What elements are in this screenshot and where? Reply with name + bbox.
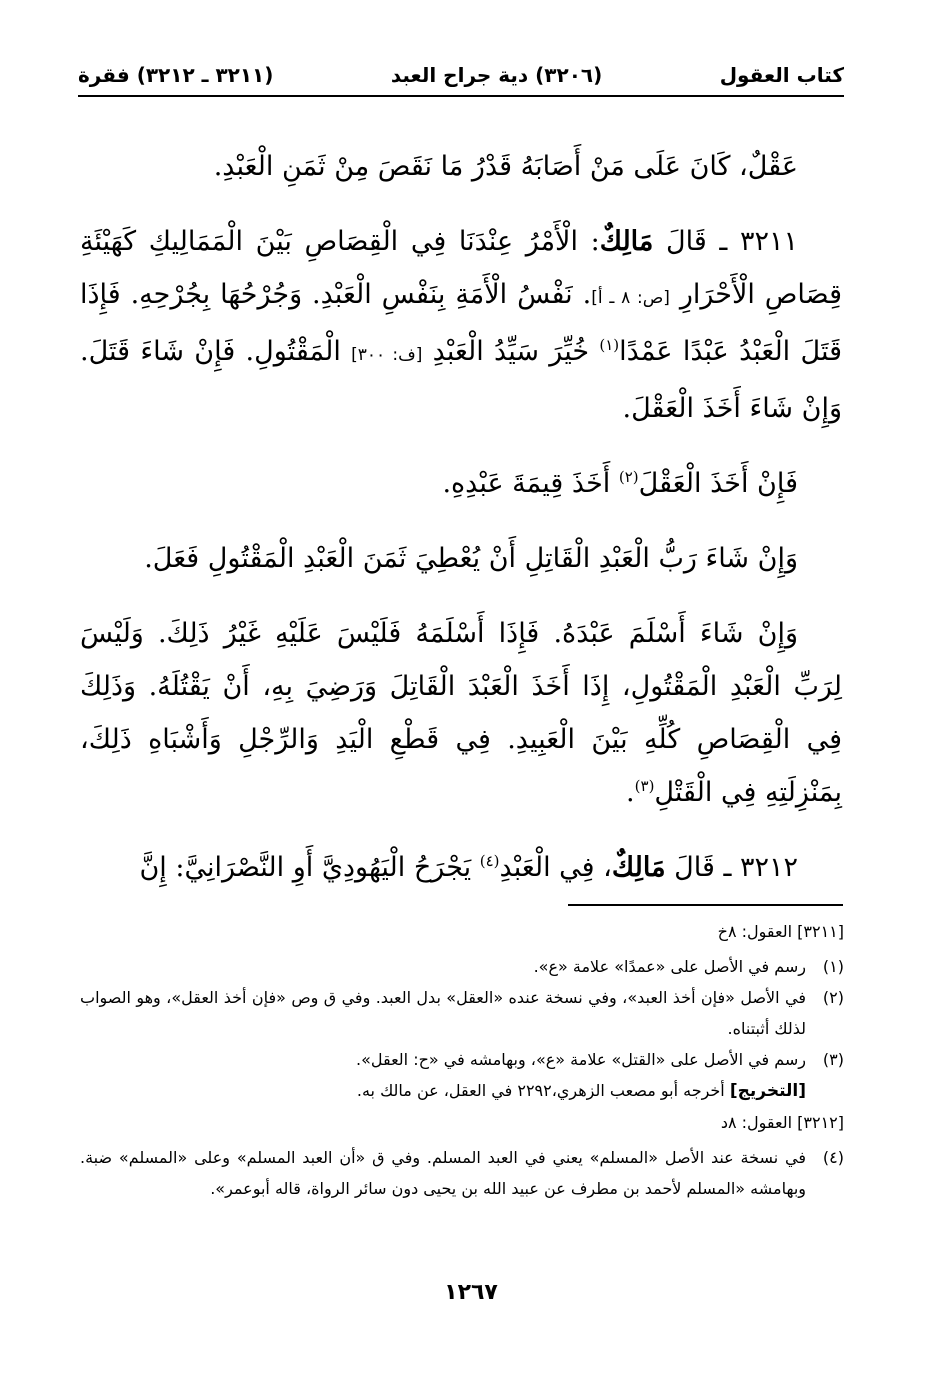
paragraph-continuation (80, 140, 842, 193)
takhrij-note (80, 1075, 844, 1107)
paragraph-number: ٣٢١١ ـ قَالَ (653, 226, 798, 257)
malik-name: مَالِكٌ (611, 852, 666, 883)
paragraph-continuation-text: عَقْلٌ، كَانَ عَلَى مَنْ أَصَابَهُ قَدْرُ مَا نَقَصَ مِنْ ثَمَنِ الْعَبْدِ. (213, 151, 798, 182)
text-segment: فَإِنْ أَخَذَ الْعَقْلَ (638, 468, 798, 499)
header-divider (78, 95, 844, 97)
footnote-marker: (٢) (618, 468, 639, 486)
footnote-2 (80, 982, 844, 1044)
manuscript-page-ref: [ص: ٨ ـ أ] (591, 288, 670, 308)
footnote-text: رسم في الأصل على «القتل» علامة «ع»، وبهامشه في «ح: العقل». (355, 1050, 806, 1069)
footnote-text: في الأصل «فإن أخذ العبد»، وفي نسخة عنده «العقل» بدل العبد. وفي ق وص «فإن أخذ العقل»، وهو الصواب لذلك أثبتناه. (80, 988, 806, 1038)
footnote-4 (80, 1142, 844, 1204)
text-segment: . نَفْسُ الْأَمَةِ بِنَفْسِ الْعَبْدِ. وَجُرْحُهَا بِجُرْحِهِ. فَإِذَا قَتَلَ الْعَبْدُ عَبْدًا عَمْدًا (80, 279, 842, 367)
running-header (78, 58, 844, 92)
text-segment: ، فِي الْعَبْدِ (499, 852, 612, 883)
malik-name: مَالِكٌ (599, 226, 654, 257)
text-segment: . (626, 777, 635, 808)
text-segment: : الْأَمْرُ عِنْدَنَا فِي الْقِصَاصِ بَيْنَ الْمَمَالِيكِ كَهَيْئَةِ قِصَاصِ الْأَحْرَارِ (80, 226, 842, 310)
paragraph-number: ٣٢١٢ ـ قَالَ (665, 852, 798, 883)
source-ref-3211: [٣٢١١] العقول: ٨خ (717, 922, 844, 941)
footnote-3 (80, 1044, 844, 1075)
text-segment: خُيِّرَ سَيِّدُ الْعَبْدِ (422, 336, 600, 367)
footnote-marker: (٤) (479, 852, 500, 870)
text-segment: الْمَقْتُولِ. فَإِنْ شَاءَ قَتَلَ. وَإِنْ شَاءَ أَخَذَ الْعَقْلَ. (80, 336, 842, 424)
text-segment: يَجْرَحُ الْيَهُودِيَّ أَوِ النَّصْرَانِيَّ: إِنَّ (139, 852, 480, 883)
takhrij-content (80, 1075, 806, 1107)
header-chapter-title: (٣٢٠٦) دية جراح العبد (390, 63, 603, 87)
footnotes-section (80, 916, 844, 1204)
manuscript-page-ref: [ف: ٣٠٠] (351, 345, 423, 365)
footnote-marker: (٣) (634, 777, 655, 795)
footnote-divider (568, 904, 843, 906)
header-paragraph-range: (٣٢١١ ـ ٣٢١٢) فقرة (78, 63, 274, 87)
footnote-number: (٣) (822, 1050, 844, 1069)
page-number: ١٢٦٧ (444, 1280, 498, 1305)
paragraph-price (80, 532, 842, 585)
takhrij-label: [التخريج] (729, 1081, 806, 1101)
main-text (80, 140, 842, 894)
paragraph-diyah (80, 457, 842, 510)
paragraph-surrender (80, 607, 842, 819)
footnote-marker: (١) (599, 336, 620, 354)
footnote-1 (80, 951, 844, 982)
footnote-text: في نسخة عند الأصل «المسلم» يعني في العبد المسلم. وفي ق «أن العبد المسلم» وعلى «المسلم» ضبة. وبهامشه «المسلم لأحمد بن مطرف عن عبيد الله بن يحيى دون سائر الرواة، قاله أبوعمر». (80, 1148, 806, 1198)
text-segment: أَخَذَ قِيمَةَ عَبْدِهِ. (442, 468, 619, 499)
footnote-text: رسم في الأصل على «عمدًا» علامة «ع». (533, 957, 806, 976)
footnote-number: (٢) (822, 988, 844, 1007)
takhrij-text: أخرجه أبو مصعب الزهري،٢٢٩٢ في العقل، عن مالك به. (356, 1081, 730, 1100)
paragraph-3212 (80, 841, 842, 894)
paragraph-3211 (80, 215, 842, 435)
footnote-number: (١) (822, 957, 844, 976)
source-ref-3212: [٣٢١٢] العقول: ٨د (720, 1113, 844, 1132)
header-book-title: كتاب العقول (719, 63, 844, 87)
footnote-number: (٤) (822, 1148, 844, 1167)
text-segment: وَإِنْ شَاءَ أَسْلَمَ عَبْدَهُ. فَإِذَا أَسْلَمَهُ فَلَيْسَ عَلَيْهِ غَيْرُ ذَلِكَ. وَلَيْسَ لِرَبِّ الْعَبْدِ الْمَقْتُولِ، إِذَا أَخَذَ الْعَبْدَ الْقَاتِلَ وَرَضِيَ بِهِ، أَنْ يَقْتُلَهُ. وَذَلِكَ فِي الْقِصَاصِ كُلِّهِ بَيْنَ الْعَبِيدِ. فِي قَطْعِ الْيَدِ وَالرِّجْلِ وَأَشْبَاهِ ذَلِكَ، بِمَنْزِلَتِهِ فِي الْقَتْلِ (80, 618, 842, 808)
text-segment: وَإِنْ شَاءَ رَبُّ الْعَبْدِ الْقَاتِلِ أَنْ يُعْطِيَ ثَمَنَ الْعَبْدِ الْمَقْتُولِ فَعَلَ. (144, 543, 798, 574)
